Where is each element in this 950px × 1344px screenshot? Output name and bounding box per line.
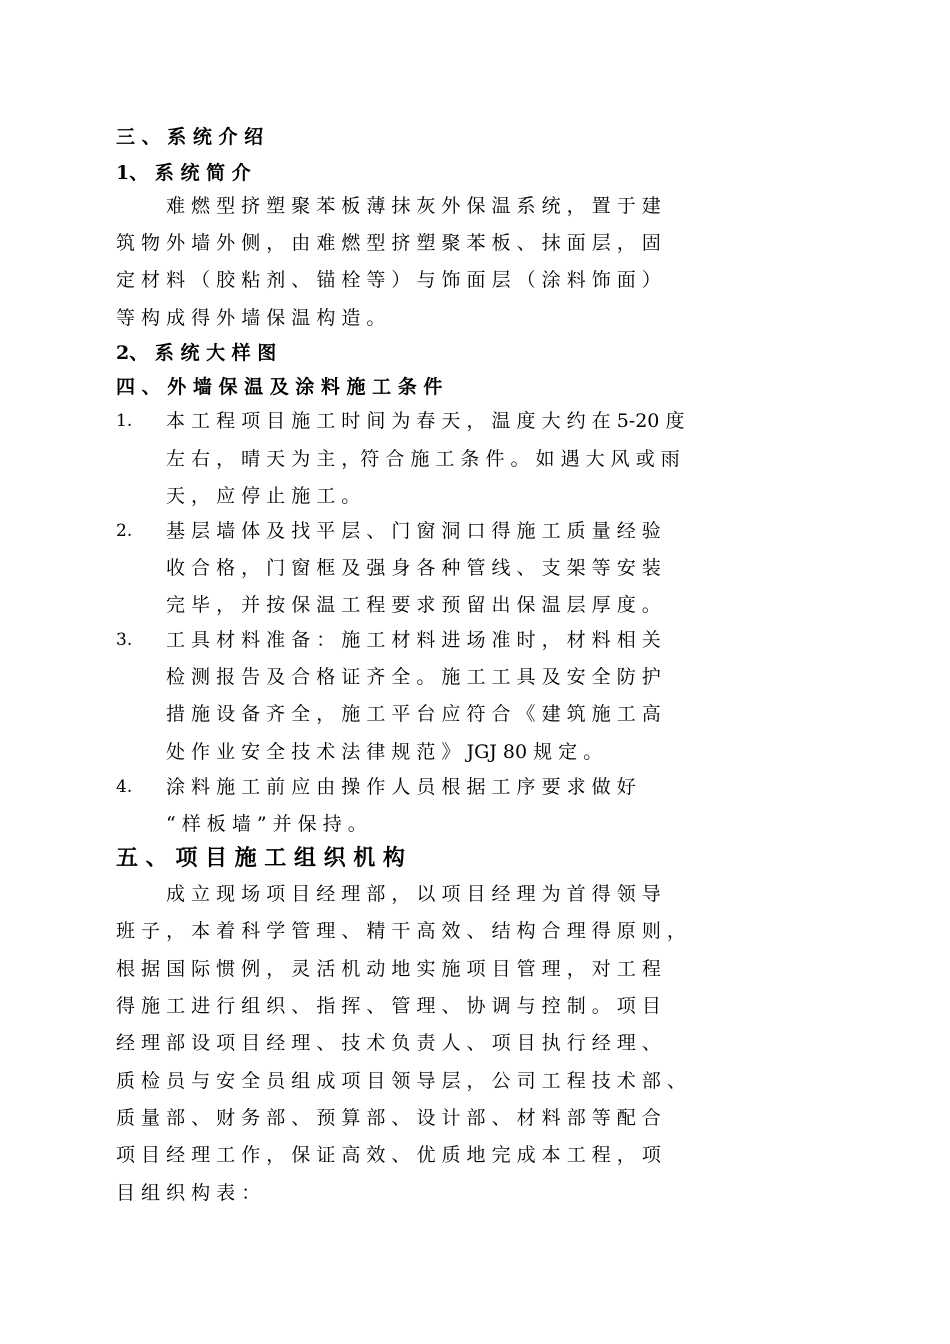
list-item-number: 4. [116, 777, 133, 797]
section-3-para-line: 等 构 成 得 外 墙 保 温 构 造 。 [116, 307, 386, 329]
section-5-heading: 五 、 项 目 施 工 组 织 机 构 [116, 845, 405, 871]
list-item-line: 左 右 ， 晴 天 为 主 ，符 合 施 工 条 件 。 如 遇 大 风 或 雨 [166, 448, 680, 470]
section-3-para-line: 定 材 料 （ 胶 粘 剂 、 锚 栓 等 ） 与 饰 面 层 （ 涂 料 饰 面 ） [116, 269, 661, 291]
list-item-number: 3. [116, 630, 133, 650]
list-item-line: 基 层 墙 体 及 找 平 层 、 门 窗 洞 口 得 施 工 质 量 经 验 [166, 520, 661, 542]
list-item-line: “ 样 板 墙 ” 并 保 持 。 [166, 813, 367, 835]
list-item-line: 检 测 报 告 及 合 格 证 齐 全 。 施 工 工 具 及 安 全 防 护 [166, 666, 661, 688]
section-5-para-line: 得 施 工 进 行 组 织 、 指 挥 、 管 理 、 协 调 与 控 制 。 项 目 [116, 995, 661, 1017]
section-5-para-line: 项 目 经 理 工 作 ， 保 证 高 效 、 优 质 地 完 成 本 工 程 ， 项 [116, 1144, 661, 1166]
section-5-para-line: 目 组 织 构 表 ： [116, 1182, 261, 1204]
list-item-line: 完 毕 ， 并 按 保 温 工 程 要 求 预 留 出 保 温 层 厚 度 。 [166, 594, 661, 616]
section-5-para-line: 质 检 员 与 安 全 员 组 成 项 目 领 导 层 ， 公 司 工 程 技 术 部 、 [116, 1070, 686, 1092]
section-5-para-line: 成 立 现 场 项 目 经 理 部 ， 以 项 目 经 理 为 首 得 领 导 [166, 883, 661, 905]
list-item-line: 本 工 程 项 目 施 工 时 间 为 春 天 ， 温 度 大 约 在 5-20 度 [166, 410, 685, 432]
section-5-para-line: 质 量 部 、 财 务 部 、 预 算 部 、 设 计 部 、 材 料 部 等 配 合 [116, 1107, 661, 1129]
section-3-sub-1: 1、 系 统 简 介 [116, 162, 251, 184]
section-3-para-line: 筑 物 外 墙 外 侧 ， 由 难 燃 型 挤 塑 聚 苯 板 、 抹 面 层 ， 固 [116, 232, 661, 254]
list-item-line: 处 作 业 安 全 技 术 法 律 规 范 》 JGJ 80 规 定 。 [166, 741, 603, 763]
section-5-para-line: 经 理 部 设 项 目 经 理 、 技 术 负 责 人 、 项 目 执 行 经 理 、 [116, 1032, 661, 1054]
section-5-para-line: 根 据 国 际 惯 例 ， 灵 活 机 动 地 实 施 项 目 管 理 ， 对 工 程 [116, 958, 661, 980]
section-3-heading: 三 、 系 统 介 绍 [116, 126, 264, 148]
list-item-line: 工 具 材 料 准 备 ： 施 工 材 料 进 场 准 时 ， 材 料 相 关 [166, 629, 661, 651]
list-item-number: 1. [116, 411, 133, 431]
section-3-sub-2: 2、 系 统 大 样 图 [116, 342, 277, 364]
section-4-heading: 四 、 外 墙 保 温 及 涂 料 施 工 条 件 [116, 376, 443, 398]
list-item-line: 涂 料 施 工 前 应 由 操 作 人 员 根 据 工 序 要 求 做 好 [166, 776, 636, 798]
section-5-para-line: 班 子 ， 本 着 科 学 管 理 、 精 干 高 效 、 结 构 合 理 得 原 则 ， [116, 920, 686, 942]
list-item-number: 2. [116, 521, 133, 541]
list-item-line: 天 ， 应 停 止 施 工 。 [166, 485, 361, 507]
list-item-line: 措 施 设 备 齐 全 ， 施 工 平 台 应 符 合 《 建 筑 施 工 高 [166, 703, 661, 725]
list-item-line: 收 合 格 ， 门 窗 框 及 强 身 各 种 管 线 、 支 架 等 安 装 [166, 557, 661, 579]
section-3-para-line: 难 燃 型 挤 塑 聚 苯 板 薄 抹 灰 外 保 温 系 统 ， 置 于 建 [166, 195, 661, 217]
